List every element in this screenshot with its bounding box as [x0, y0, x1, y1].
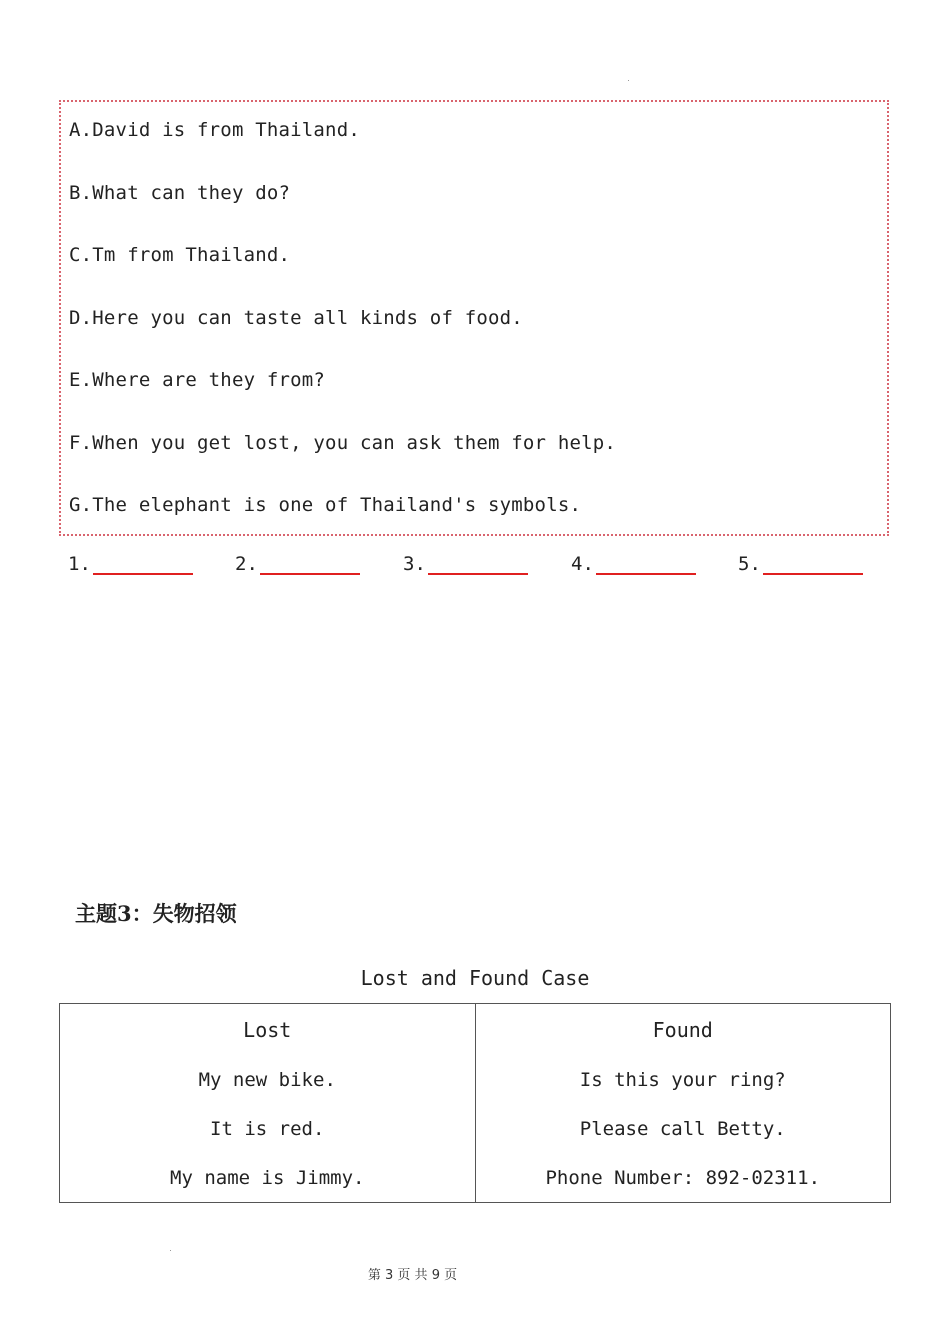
found-heading: Found [652, 1018, 713, 1042]
option-f: F.When you get lost, you can ask them for help. [69, 432, 617, 454]
answer-blank-5[interactable] [738, 553, 863, 575]
case-title: Lost and Found Case [360, 966, 590, 990]
answer-number: 1. [68, 553, 91, 575]
lost-line: It is red. [210, 1118, 325, 1140]
option-c: C.Tm from Thailand. [69, 244, 291, 266]
answer-blank-1[interactable] [68, 553, 193, 575]
found-line: Please call Betty. [579, 1118, 786, 1140]
lost-heading: Lost [243, 1018, 292, 1042]
lost-line: My name is Jimmy. [170, 1167, 365, 1189]
answer-number: 2. [235, 553, 258, 575]
answer-blank-3[interactable] [403, 553, 528, 575]
lost-found-table [59, 1003, 891, 1203]
lost-line: My new bike. [198, 1069, 336, 1091]
answer-number: 3. [403, 553, 426, 575]
found-line: Phone Number: 892-02311. [545, 1167, 821, 1189]
option-a: A.David is from Thailand. [69, 119, 360, 141]
answer-line[interactable] [93, 553, 193, 575]
speck [170, 1250, 171, 1251]
answer-number: 4. [571, 553, 594, 575]
option-e: E.Where are they from? [69, 369, 326, 391]
answer-line[interactable] [596, 553, 696, 575]
answer-line[interactable] [260, 553, 360, 575]
found-line: Is this your ring? [579, 1069, 786, 1091]
answer-blanks [68, 553, 888, 583]
speck [628, 80, 629, 81]
answer-line[interactable] [428, 553, 528, 575]
answer-line[interactable] [763, 553, 863, 575]
lost-cell [60, 1004, 476, 1203]
answer-blank-2[interactable] [235, 553, 360, 575]
page-footer: 第 3 页 共 9 页 [367, 1268, 458, 1283]
option-b: B.What can they do? [69, 182, 291, 204]
options-box [59, 100, 889, 536]
topic-heading: 主题3：失物招领 [75, 901, 237, 926]
option-d: D.Here you can taste all kinds of food. [69, 307, 523, 329]
option-g: G.The elephant is one of Thailand's symbols. [69, 494, 582, 516]
found-cell [475, 1004, 891, 1203]
answer-number: 5. [738, 553, 761, 575]
answer-blank-4[interactable] [571, 553, 696, 575]
